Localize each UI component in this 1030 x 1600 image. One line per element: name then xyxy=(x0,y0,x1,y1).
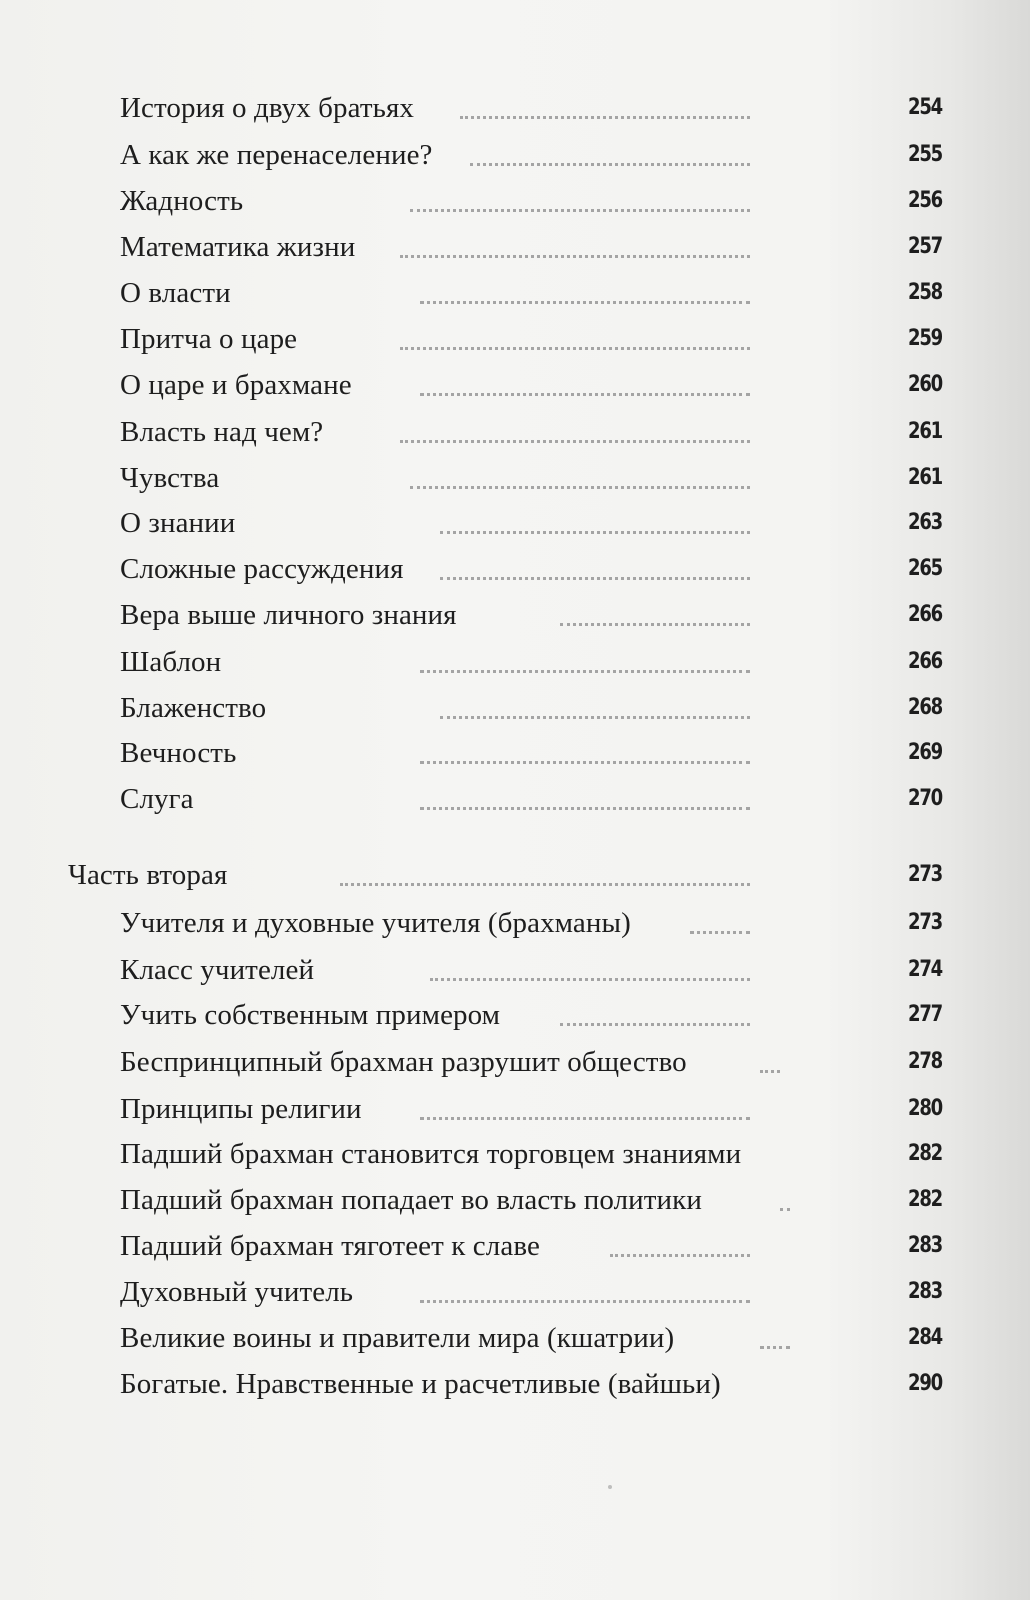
dot-leader xyxy=(560,619,750,626)
dot-leader xyxy=(420,666,750,673)
toc-entry-page-number: 277 xyxy=(908,1002,942,1027)
dot-leader xyxy=(430,974,750,981)
toc-entry-page-number: 260 xyxy=(908,372,942,397)
toc-entry-title: Беспринципный брахман разрушит общество xyxy=(120,1046,687,1078)
toc-entry xyxy=(0,365,1030,405)
toc-entry-page-number: 273 xyxy=(908,862,942,887)
toc-entry-title: Чувства xyxy=(120,462,220,494)
dot-leader xyxy=(690,927,750,934)
toc-entry-title: Вера выше личного знания xyxy=(120,599,457,631)
toc-entry-title: О власти xyxy=(120,277,231,309)
page-mark xyxy=(608,1485,612,1489)
toc-entry-title: История о двух братьях xyxy=(120,92,414,124)
toc-entry-page-number: 280 xyxy=(908,1096,942,1121)
toc-entry-title: А как же перенаселение? xyxy=(120,139,433,171)
toc-entry-page-number: 278 xyxy=(908,1049,942,1074)
toc-entry xyxy=(0,319,1030,359)
toc-entry-title: Притча о царе xyxy=(120,323,298,355)
dot-leader xyxy=(560,1019,750,1026)
dot-leader xyxy=(410,482,750,489)
dot-leader xyxy=(760,1342,790,1349)
toc-entry xyxy=(0,227,1030,267)
toc-entry-page-number: 256 xyxy=(908,188,942,213)
dot-leader xyxy=(440,712,750,719)
toc-entry xyxy=(0,273,1030,313)
toc-entry xyxy=(0,642,1030,682)
toc-entry-page-number: 284 xyxy=(908,1325,942,1350)
dot-leader xyxy=(400,436,750,443)
toc-entry xyxy=(0,503,1030,543)
toc-entry xyxy=(0,458,1030,498)
toc-entry-page-number: 266 xyxy=(908,649,942,674)
toc-entry-page-number: 273 xyxy=(908,910,942,935)
toc-entry xyxy=(0,733,1030,773)
toc-entry xyxy=(0,1042,1030,1082)
toc-entry-title: Часть вторая xyxy=(68,859,228,891)
dot-leader xyxy=(420,389,750,396)
dot-leader xyxy=(460,112,750,119)
toc-entry xyxy=(0,779,1030,819)
toc-entry xyxy=(0,595,1030,635)
toc-entry-title: Падший брахман становится торговцем знаниями xyxy=(120,1138,742,1170)
dot-leader xyxy=(420,1296,750,1303)
toc-entry-title: Шаблон xyxy=(120,646,222,678)
toc-entry-page-number: 282 xyxy=(908,1187,942,1212)
toc-entry-title: Учителя и духовные учителя (брахманы) xyxy=(120,907,631,939)
toc-entry-title: Сложные рассуждения xyxy=(120,553,404,585)
toc-entry-page-number: 283 xyxy=(908,1279,942,1304)
toc-entry-page-number: 282 xyxy=(908,1141,942,1166)
toc-part-heading xyxy=(0,855,1030,895)
toc-entry-page-number: 261 xyxy=(908,465,942,490)
dot-leader xyxy=(470,159,750,166)
dot-leader xyxy=(440,527,750,534)
toc-entry xyxy=(0,688,1030,728)
toc-entry-page-number: 261 xyxy=(908,419,942,444)
dot-leader xyxy=(420,1113,750,1120)
toc-entry-title: Богатые. Нравственные и расчетливые (вайшьи) xyxy=(120,1368,721,1400)
toc-entry xyxy=(0,549,1030,589)
toc-entry-title: Учить собственным примером xyxy=(120,999,501,1031)
dot-leader xyxy=(400,251,750,258)
toc-entry xyxy=(0,1089,1030,1129)
toc-entry xyxy=(0,412,1030,452)
dot-leader xyxy=(420,757,750,764)
toc-entry-title: О царе и брахмане xyxy=(120,369,352,401)
dot-leader xyxy=(420,803,750,810)
toc-entry xyxy=(0,181,1030,221)
toc-entry xyxy=(0,1272,1030,1312)
dot-leader xyxy=(400,343,750,350)
toc-entry xyxy=(0,995,1030,1035)
toc-entry-title: Блаженство xyxy=(120,692,267,724)
toc-entry xyxy=(0,1364,1030,1404)
dot-leader xyxy=(340,879,750,886)
dot-leader xyxy=(780,1204,790,1211)
toc-entry-title: Принципы религии xyxy=(120,1093,362,1125)
toc-entry-title: Духовный учитель xyxy=(120,1276,354,1308)
toc-entry-title: Жадность xyxy=(120,185,244,217)
toc-entry-page-number: 270 xyxy=(908,786,942,811)
toc-entry-title: Падший брахман попадает во власть политики xyxy=(120,1184,702,1216)
toc-entry-page-number: 268 xyxy=(908,695,942,720)
toc-entry-page-number: 265 xyxy=(908,556,942,581)
toc-entry-page-number: 257 xyxy=(908,234,942,259)
toc-entry-page-number: 255 xyxy=(908,142,942,167)
toc-entry xyxy=(0,88,1030,128)
toc-entry xyxy=(0,1226,1030,1266)
toc-entry xyxy=(0,950,1030,990)
toc-entry-title: Класс учителей xyxy=(120,954,315,986)
toc-entry-page-number: 263 xyxy=(908,510,942,535)
toc-entry-title: Великие воины и правители мира (кшатрии) xyxy=(120,1322,675,1354)
dot-leader xyxy=(420,297,750,304)
toc-entry xyxy=(0,1134,1030,1174)
toc-entry-page-number: 266 xyxy=(908,602,942,627)
toc-entry-title: Вечность xyxy=(120,737,237,769)
toc-entry xyxy=(0,1318,1030,1358)
toc-entry-page-number: 290 xyxy=(908,1371,942,1396)
toc-entry-title: Математика жизни xyxy=(120,231,356,263)
dot-leader xyxy=(760,1066,780,1073)
toc-entry-title: О знании xyxy=(120,507,236,539)
dot-leader xyxy=(440,573,750,580)
toc-entry-page-number: 254 xyxy=(908,95,942,120)
toc-entry-page-number: 259 xyxy=(908,326,942,351)
toc-entry-title: Слуга xyxy=(120,783,194,815)
toc-entry-title: Падший брахман тяготеет к славе xyxy=(120,1230,540,1262)
toc-entry-page-number: 274 xyxy=(908,957,942,982)
toc-entry-page-number: 283 xyxy=(908,1233,942,1258)
toc-entry-page-number: 258 xyxy=(908,280,942,305)
toc-entry xyxy=(0,903,1030,943)
toc-entry xyxy=(0,1180,1030,1220)
dot-leader xyxy=(610,1250,750,1257)
toc-entry-title: Власть над чем? xyxy=(120,416,324,448)
dot-leader xyxy=(410,205,750,212)
toc-entry xyxy=(0,135,1030,175)
toc-entry-page-number: 269 xyxy=(908,740,942,765)
